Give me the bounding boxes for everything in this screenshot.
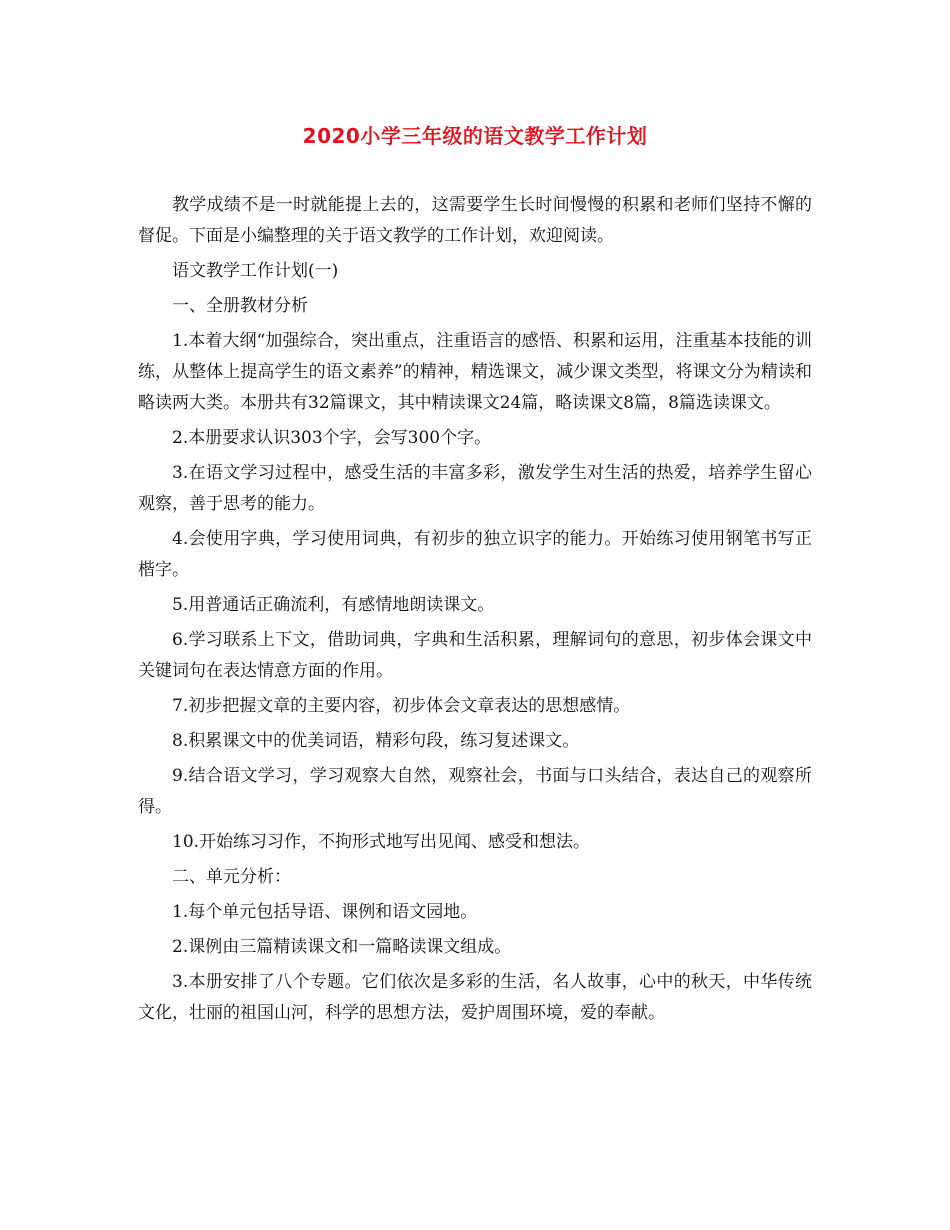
list-item: 10.开始练习习作，不拘形式地写出见闻、感受和想法。: [172, 832, 591, 852]
list-item: 4.会使用字典，学习使用词典，有初步的独立识字的能力。开始练习使用钢笔书写正楷字。: [138, 529, 812, 580]
document-body: [138, 190, 812, 1033]
list-item: 7.初步把握文章的主要内容，初步体会文章表达的思想感情。: [172, 696, 631, 716]
intro-paragraph: 教学成绩不是一时就能提上去的，这需要学生长时间慢慢的积累和老师们坚持不懈的督促。下面是小编整理的关于语文教学的工作计划，欢迎阅读。: [138, 195, 812, 246]
list-item: 6.学习联系上下文，借助词典，字典和生活积累，理解词句的意思，初步体会课文中关键词句在表达情意方面的作用。: [138, 630, 812, 681]
list-item: 5.用普通话正确流利，有感情地朗读课文。: [172, 595, 495, 615]
section-heading-textbook-analysis: 一、全册教材分析: [172, 296, 308, 316]
list-item: 1.本着大纲“加强综合，突出重点，注重语言的感悟、积累和运用，注重基本技能的训练，从整体上提高学生的语文素养”的精神，精选课文，减少课文类型，将课文分为精读和略读两大类。本册共有32篇课文，其中精读课文24篇，略读课文8篇，8篇选读课文。: [138, 331, 812, 413]
list-item: 9.结合语文学习，学习观察大自然，观察社会，书面与口头结合，表达自己的观察所得。: [138, 766, 812, 817]
list-item: 8.积累课文中的优美词语，精彩句段，练习复述课文。: [172, 731, 580, 751]
page-title: 2020小学三年级的语文教学工作计划: [302, 124, 648, 148]
list-item: 2.本册要求认识303个字，会写300个字。: [172, 428, 492, 448]
list-item: 1.每个单元包括导语、课例和语文园地。: [172, 902, 478, 922]
section-heading-plan-one: 语文教学工作计划(一): [172, 261, 339, 281]
list-item: 3.本册安排了八个专题。它们依次是多彩的生活，名人故事，心中的秋天，中华传统文化，壮丽的祖国山河，科学的思想方法，爱护周围环境，爱的奉献。: [138, 972, 812, 1023]
section-heading-unit-analysis: 二、单元分析：: [172, 867, 291, 887]
list-item: 3.在语文学习过程中，感受生活的丰富多彩，激发学生对生活的热爱，培养学生留心观察，善于思考的能力。: [138, 463, 812, 514]
list-item: 2.课例由三篇精读课文和一篇略读课文组成。: [172, 937, 512, 957]
